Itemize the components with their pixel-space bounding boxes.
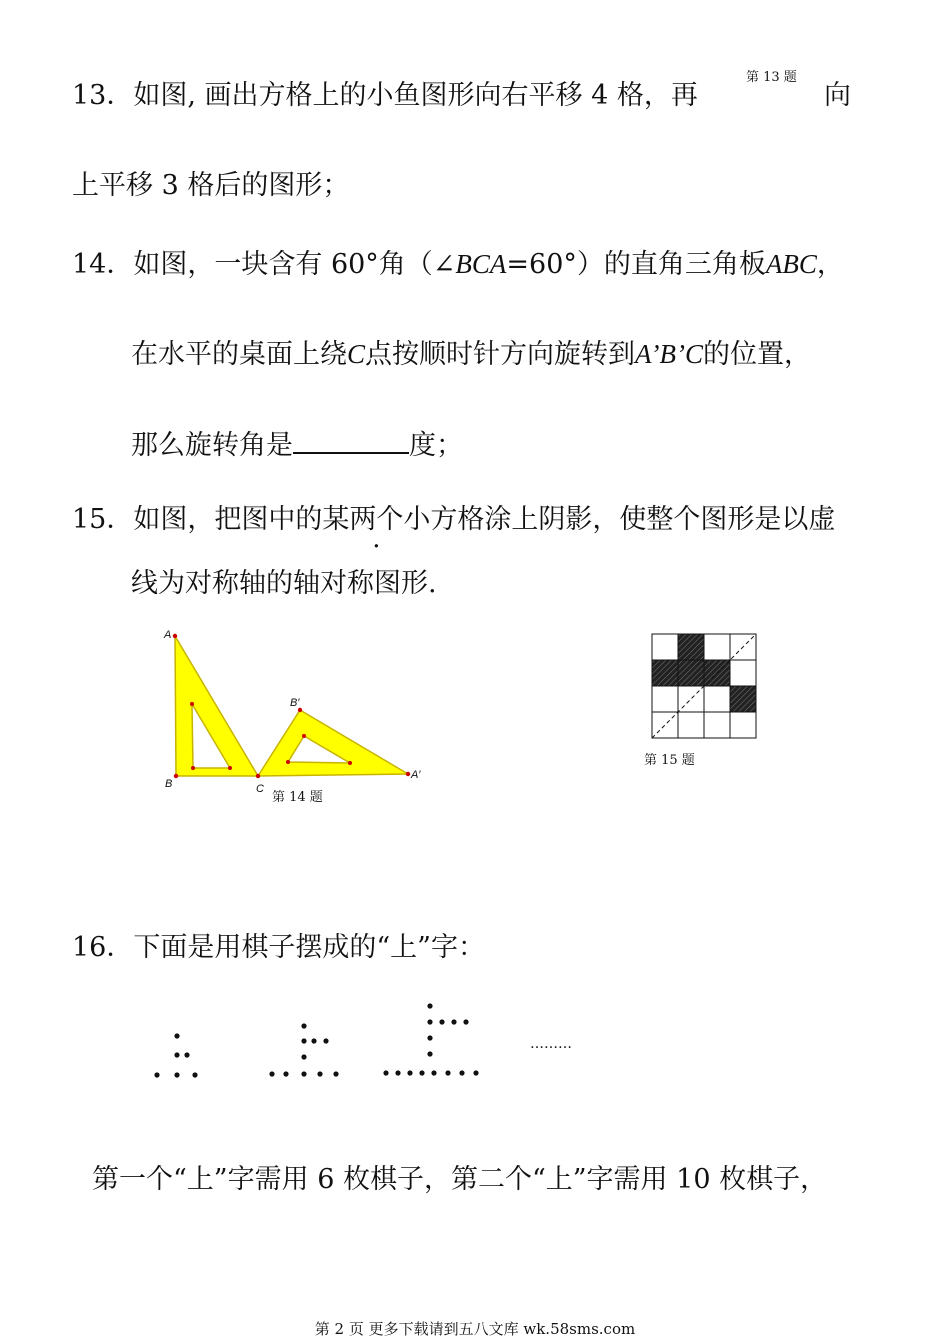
q14-text-3b: 度； xyxy=(409,430,463,461)
pattern-ellipsis: ……… xyxy=(530,1036,572,1052)
q15-text-1b: 小方格涂上阴影，使整个图形是以虚 xyxy=(403,504,836,535)
grid-cell[interactable] xyxy=(678,712,704,738)
label-a: A xyxy=(164,629,172,641)
grid-cell[interactable] xyxy=(730,712,756,738)
answer-blank[interactable] xyxy=(293,426,409,454)
q16-text-1: 下面是用棋子摆成的“上”字： xyxy=(133,932,485,963)
grid-cell-shaded[interactable] xyxy=(652,660,678,686)
page-footer: 第 2 页 更多下载请到五八文库 wk.58sms.com xyxy=(314,1320,636,1338)
vertex-dot xyxy=(173,634,177,638)
grid-cell[interactable] xyxy=(704,686,730,712)
vertex-dot xyxy=(406,772,410,776)
q13-text-1: 如图, 画出方格上的小鱼图形向右平移 4 格，再 xyxy=(133,80,698,111)
figure-14-triangles xyxy=(160,626,430,816)
vertex-dot xyxy=(228,766,232,770)
q15-line1 xyxy=(72,502,835,538)
q14-figure-label: 第 14 题 xyxy=(272,790,323,805)
q14-rotated-var: A’B’C xyxy=(635,339,703,369)
grid-cell[interactable] xyxy=(730,660,756,686)
q15-line2: 线为对称轴的轴对称图形. xyxy=(131,568,437,599)
grid-cell-shaded[interactable] xyxy=(678,634,704,660)
q15-number: 15． xyxy=(72,504,134,535)
q14-text-1b: =60°）的直角三角板 xyxy=(506,249,766,280)
vertex-dot xyxy=(256,774,260,778)
q14-triangle-var: ABC xyxy=(765,249,817,279)
q14-line3 xyxy=(131,426,463,464)
q14-number: 14． xyxy=(72,249,134,280)
triangle-a2b2c xyxy=(258,710,408,776)
vertex-dot xyxy=(191,766,195,770)
vertex-dot xyxy=(286,760,290,764)
grid-cell[interactable] xyxy=(652,634,678,660)
grid-cell[interactable] xyxy=(652,686,678,712)
q14-text-1c: ， xyxy=(816,249,844,280)
q13-line2: 上平移 3 格后的图形； xyxy=(72,170,350,201)
q15-figure-label: 第 15 题 xyxy=(644,753,695,768)
label-b-prime: B′ xyxy=(290,697,300,709)
triangle-abc xyxy=(175,636,258,776)
shang-pattern-3 xyxy=(378,996,488,1080)
q14-point-c: C xyxy=(347,339,366,369)
grid-cell[interactable] xyxy=(704,712,730,738)
q16-line2: 第一个“上”字需用 6 枚棋子，第二个“上”字需用 10 枚棋子， xyxy=(92,1164,828,1195)
q15-text-1a: 如图，把图中的某 xyxy=(133,504,350,535)
q14-line1 xyxy=(72,246,844,283)
q14-text-2a: 在水平的桌面上绕 xyxy=(131,339,347,370)
grid-cell-shaded[interactable] xyxy=(730,686,756,712)
vertex-dot xyxy=(302,734,306,738)
q16-line1 xyxy=(72,930,485,966)
vertex-dot xyxy=(190,702,194,706)
shang-pattern-2 xyxy=(262,1018,352,1088)
figure-15-grid xyxy=(652,634,756,738)
label-b: B xyxy=(165,778,173,790)
grid-cell[interactable] xyxy=(704,634,730,660)
grid-cell-shaded[interactable] xyxy=(678,660,704,686)
q13-figure-label: 第 13 题 xyxy=(746,70,797,85)
vertex-dot xyxy=(348,761,352,765)
label-c: C xyxy=(256,783,264,795)
q14-text-1a: 如图，一块含有 60°角（∠ xyxy=(133,249,456,280)
q15-emphasis: 两个 xyxy=(349,504,404,535)
q14-line2 xyxy=(131,336,811,373)
shang-pattern-1 xyxy=(150,1026,210,1086)
label-a-prime: A′ xyxy=(411,769,421,781)
q14-text-2c: 的位置， xyxy=(703,339,811,370)
vertex-dot xyxy=(174,774,178,778)
q13-line1-end: 向 xyxy=(824,80,851,111)
q14-text-2b: 点按顺时针方向旋转到 xyxy=(365,339,636,370)
q13-number: 13． xyxy=(72,80,134,111)
q13-line1 xyxy=(72,78,698,114)
q14-angle-var: BCA xyxy=(455,249,507,279)
q16-number: 16． xyxy=(72,932,134,963)
q14-text-3a: 那么旋转角是 xyxy=(131,430,293,461)
